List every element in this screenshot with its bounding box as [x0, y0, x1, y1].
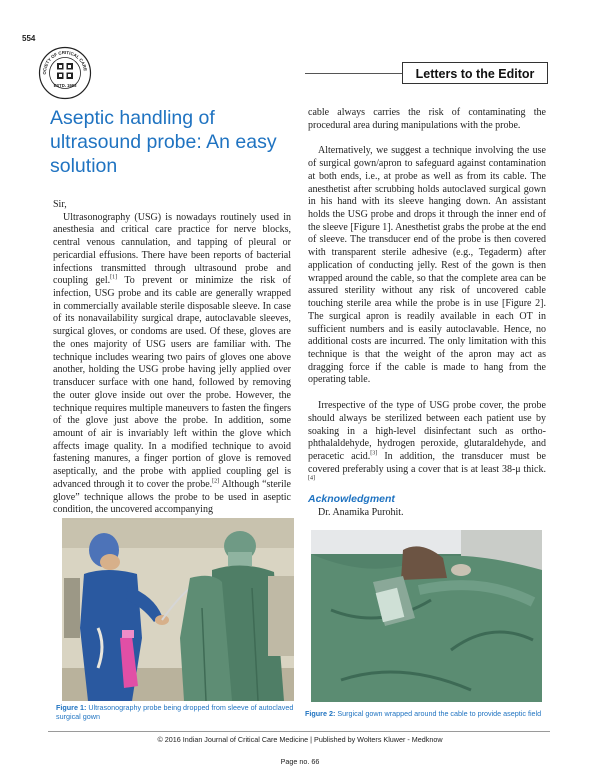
citation-2: [2] — [212, 478, 220, 485]
right-column — [308, 107, 546, 489]
footer-rule — [48, 731, 550, 732]
logo-cross-emblem — [57, 63, 73, 79]
article-title: Aseptic handling of ultrasound probe: An easy solution — [50, 107, 277, 177]
footer-copyright: © 2016 Indian Journal of Critical Care Medicine | Published by Wolters Kluwer - Medknow — [157, 735, 443, 744]
left-column — [53, 199, 291, 517]
salutation: Sir, — [53, 199, 67, 210]
citation-1: [1] — [110, 274, 118, 281]
figure-2-caption: Figure 2: Surgical gown wrapped around the cable to provide aseptic field — [305, 709, 542, 718]
body-paragraph-1: Ultrasonography (USG) is nowadays routinely used in anesthesia and critical care practice for nerve blocks, central venous cannulation, and tapping of pleural or pericardial effusions. There have been reports of bacterial infections transmitted through ultrasound probe and coupling gel.[1] To prevent or minimize the risk of infection, USG probe and its cable are generally wrapped in commercially available sterile disposable sleeve. In case of its nonavailability surgical drape, autoclavable sleeves, surgical gloves, or condoms are used. Of these, gloves are the ones majority of USG users are familiar with. The technique includes wearing two pairs of gloves one above another, holding the USG probe having jelly applied over transducer surface with one hand, followed by removing the outer glove inside out over the probe. However, the technique requires multiple maneuvers to fasten the fingers of the glove just above the probe. In addition, some amount of air is invariably left within the glove which affects image quality. In a modified technique to avoid fastening manures, a finger portion of glove is removed aseptically, and the probe with applied coupling gel is advanced through it to cover the probe.[2] Although “sterile glove” technique allows the probe to be used in aseptic condition, the uncovered accompanying — [53, 211, 291, 516]
logo-arc-text: OCIETY OF CRITICAL CARE — [41, 49, 88, 75]
footer-page-label: Page no. 66 — [280, 757, 320, 766]
body-paragraph-4: Irrespective of the type of USG probe cover, the probe should always be sterilized between each patient use by soaking in a high-level disinfectant such as ortho-phthalaldehyde, hydrogen peroxide, glutaraldehyde, and peracetic acid.[3] In addition, the transducer must be covered preferably using a cover that is at least 38-μ thick.[4] — [308, 400, 546, 483]
body-paragraph-2: cable always carries the risk of contaminating the procedural area during manipulations with the probe. — [308, 107, 546, 131]
figure-2-photo — [311, 530, 542, 702]
acknowledgment-name: Dr. Anamika Purohit. — [318, 507, 404, 518]
page-number: 554 — [22, 34, 36, 43]
citation-4: [4] — [308, 476, 315, 483]
citation-3: [3] — [370, 450, 378, 457]
body-paragraph-3: Alternatively, we suggest a technique involving the use of surgical gown/apron to safeguard against contamination at both ends, i.e., at probe as well as from its cable. The anesthetist after scrubbing holds autoclaved surgical gown in his hand with its sleeve hanging down. An assistant holds the USG probe and drops it through the inner end of the sleeve [Figure 1]. Anesthetist grabs the probe at the end of sleeve. The transducer end of the probe is then covered with transparent sterile adhesive (e.g., Tegaderm) after application of conducting jelly. Rest of the gown is then wrapped around the cable, so that the complete area can be assured sterility without any risk of uncovered cable touching sterile area while the probe is in use [Figure 2]. The surgical apron is readily available in each OT in sufficient numbers and is easily autoclavable. Hence, no additional costs are incurred. The only limitation with this technique is that the weight of the apron may act as dragging force if the cable is made to hang from the operating table. — [308, 145, 546, 386]
figure-1-caption: Figure 1: Ultrasonography probe being dropped from sleeve of autoclaved surgical gown — [56, 703, 294, 721]
society-logo — [38, 46, 92, 100]
logo-est-text: ESTD. 1993 — [53, 83, 77, 88]
figure-1-photo — [62, 518, 294, 701]
acknowledgment-heading: Acknowledgment — [308, 493, 395, 505]
section-label: Letters to the Editor — [402, 62, 548, 84]
header-rule — [305, 73, 402, 74]
